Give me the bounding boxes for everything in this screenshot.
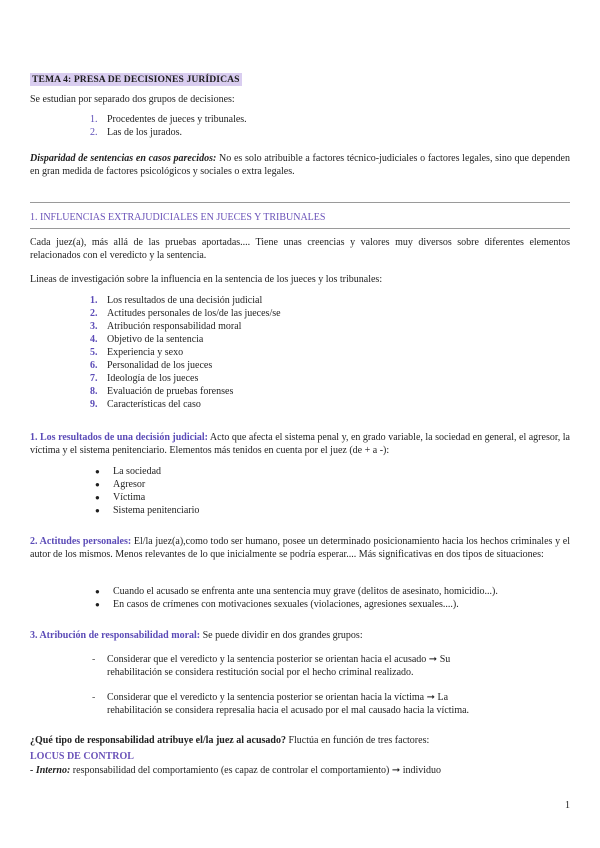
list-number: 7.: [90, 373, 98, 384]
list-text: Personalidad de los jueces: [107, 360, 213, 371]
actitudes-label: 2. Actitudes personales:: [30, 536, 132, 547]
bullet-text: Cuando el acusado se enfrenta ante una sentencia muy grave (delitos de asesinato, homicidio...).: [113, 586, 498, 597]
dash-text-line: Considerar que el veredicto y la sentencia posterior se orientan hacia la víctima ➞ La: [107, 692, 449, 703]
bullet-text: En casos de crímenes con motivaciones sexuales (violaciones, agresiones sexuales....).: [113, 599, 459, 610]
list-text: Las de los jurados.: [107, 127, 182, 138]
dash-text-line: rehabilitación se considera restitución social por el hecho criminal realizado.: [107, 667, 414, 678]
divider: [30, 228, 570, 229]
bullet-text: Sistema penitenciario: [113, 505, 200, 516]
atribucion-paragraph: [30, 629, 570, 642]
bullet-item: ● Sistema penitenciario: [95, 505, 200, 516]
dash-text-line: rehabilitación se considera represalia hacia el acusado por el mal causado hacia la víctima.: [107, 705, 470, 716]
page-title: TEMA 4: PRESA DE DECISIONES JURÍDICAS: [32, 74, 240, 85]
dash-marker: -: [92, 692, 96, 703]
list-text: Actitudes personales de los/de las jueces/se: [107, 308, 281, 319]
section1-paragraph: Cada juez(a), más allá de las pruebas aportadas.... Tiene unas creencias y valores muy diversos sobre diferentes elementos relacionados con el veredicto y la sentencia.: [30, 237, 570, 261]
resultados-paragraph: [30, 431, 570, 457]
list-text: Atribución responsabilidad moral: [107, 321, 242, 332]
list-number: 4.: [90, 334, 98, 345]
locus-interno-label: - Interno:: [30, 765, 71, 776]
list-number: 9.: [90, 399, 98, 410]
list-number: 3.: [90, 321, 98, 332]
dash-marker: -: [92, 654, 96, 665]
list-text: Experiencia y sexo: [107, 347, 184, 358]
disparidad-label: Disparidad de sentencias en casos parecidos:: [30, 153, 217, 164]
list-text: Procedentes de jueces y tribunales.: [107, 114, 247, 125]
dash-item: [92, 691, 552, 717]
dash-text-line: Considerar que el veredicto y la sentencia posterior se orientan hacia el acusado ➞ Su: [107, 654, 451, 665]
list-number: 6.: [90, 360, 98, 371]
resultados-label: 1. Los resultados de una decisión judicial:: [30, 432, 208, 443]
actitudes-text: El/la juez(a),como todo ser humano, posee un determinado posicionamiento hacia los hechos criminales y el autor de los mismos. Menos relevantes de lo que inicialmente se podría esperar.... Más significativas en dos tipos de situaciones:: [30, 536, 570, 560]
list-item: [90, 346, 183, 359]
bullet-item: ● La sociedad: [95, 466, 162, 477]
section1-lines-intro: Lineas de investigación sobre la influencia en la sentencia de los jueces y los tribunales:: [30, 274, 383, 285]
pregunta-paragraph: [30, 734, 570, 747]
list-number: 2.: [90, 308, 98, 319]
pregunta-text: Fluctúa en función de tres factores:: [285, 735, 430, 746]
dash-item: [92, 653, 552, 679]
bullet-text: Víctima: [113, 492, 146, 503]
list-item: [90, 398, 201, 411]
section-heading: 1. INFLUENCIAS EXTRAJUDICIALES EN JUECES Y TRIBUNALES: [30, 212, 326, 223]
bullet-item: ● Agresor: [95, 479, 146, 490]
bullet-text: La sociedad: [113, 466, 162, 477]
disparidad-paragraph: [30, 152, 570, 178]
bullet-text: Agresor: [113, 479, 146, 490]
list-item: [90, 372, 198, 385]
list-text: Los resultados de una decisión judicial: [107, 295, 263, 306]
list-text: Objetivo de la sentencia: [107, 334, 204, 345]
list-number: 1.: [90, 114, 98, 125]
pregunta-label: ¿Qué tipo de responsabilidad atribuye el/la juez al acusado?: [30, 735, 286, 746]
list-item: [90, 307, 281, 320]
list-text: Evaluación de pruebas forenses: [107, 386, 234, 397]
bullet-item: ● En casos de crímenes con motivaciones sexuales (violaciones, agresiones sexuales....).: [95, 599, 459, 610]
bullet-item: ● Cuando el acusado se enfrenta ante una sentencia muy grave (delitos de asesinato, homicidio...).: [95, 586, 498, 597]
atribucion-text: Se puede dividir en dos grandes grupos:: [200, 630, 363, 641]
list-number: 5.: [90, 347, 98, 358]
bullet-item: ● Víctima: [95, 492, 146, 503]
list-item: [90, 294, 262, 307]
locus-heading: LOCUS DE CONTROL: [30, 751, 134, 762]
intro-text: Se estudian por separado dos grupos de decisiones:: [30, 94, 235, 105]
page-number: 1: [565, 800, 570, 811]
list-text: Características del caso: [107, 399, 201, 410]
list-item: [90, 320, 241, 333]
atribucion-label: 3. Atribución de responsabilidad moral:: [30, 630, 201, 641]
list-item: [90, 113, 247, 126]
actitudes-paragraph: [30, 535, 570, 561]
resultados-text: Acto que afecta el sistema penal y, en grado variable, la sociedad en general, el agresor, la víctima y el sistema penitenciario. Elementos más tenidos en cuenta por el juez (de + a -):: [30, 432, 570, 456]
list-item: [90, 385, 233, 398]
list-text: Ideología de los jueces: [107, 373, 199, 384]
list-number: 8.: [90, 386, 98, 397]
list-number: 2.: [90, 127, 98, 138]
locus-interno: [30, 764, 570, 777]
list-item: [90, 126, 182, 139]
divider: [30, 202, 570, 203]
list-number: 1.: [90, 295, 98, 306]
list-item: [90, 333, 203, 346]
locus-interno-text: responsabilidad del comportamiento (es capaz de controlar el comportamiento) ➞ individuo: [70, 765, 442, 776]
list-item: [90, 359, 212, 372]
disparidad-text: No es solo atribuible a factores técnico-judiciales o factores legales, sino que dependen en gran medida de factores psicológicos y sociales o extra legales.: [30, 153, 570, 177]
